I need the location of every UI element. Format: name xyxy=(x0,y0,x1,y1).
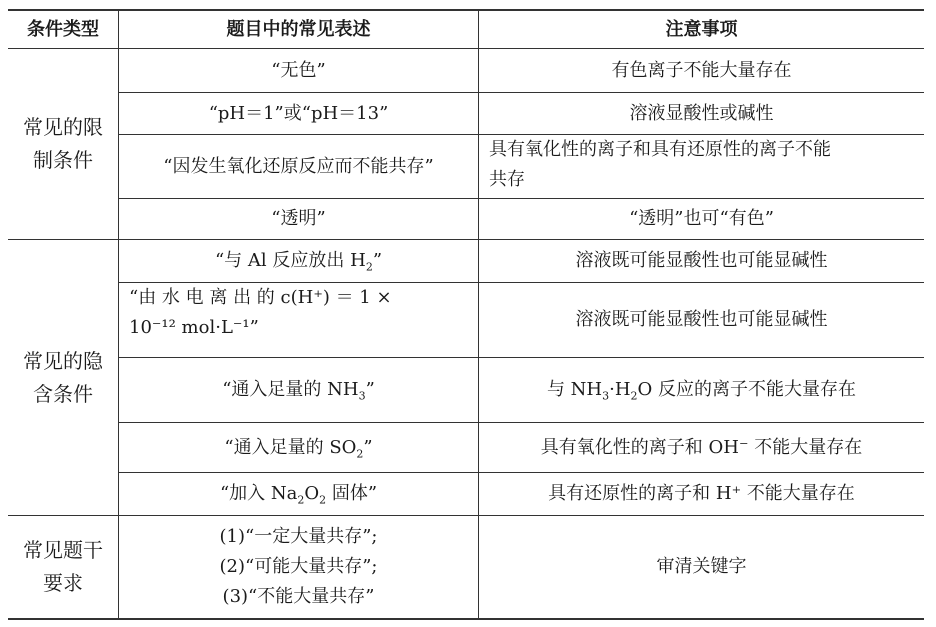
note-cell xyxy=(479,135,924,198)
category-cell xyxy=(8,49,118,239)
header-expression: 题目中的常见表述 xyxy=(226,18,371,40)
category-cell xyxy=(8,516,118,618)
subscript: 2 xyxy=(356,447,364,461)
expression-text: ” xyxy=(372,250,383,271)
note-text: 共存 xyxy=(489,169,525,190)
note-cell: 溶液既可能显酸性也可能显碱性 xyxy=(575,309,828,330)
expression-cell xyxy=(119,283,478,357)
expression-text: (1)“一定大量共存”; xyxy=(219,526,378,547)
table-bottom-border xyxy=(8,618,924,620)
expression-text: O xyxy=(304,483,320,504)
note-text: O 反应的离子不能大量存在 xyxy=(637,379,857,400)
conditions-table xyxy=(8,9,924,620)
note-text: 具有氧化性的离子和具有还原性的离子不能 xyxy=(489,139,831,160)
subscript: 2 xyxy=(630,389,638,403)
subscript: 2 xyxy=(319,493,327,507)
expression-text: (2)“可能大量共存”; xyxy=(219,556,378,577)
expression-text: “加入 Na xyxy=(219,483,298,504)
expression-text: ” xyxy=(363,436,373,458)
subscript: 3 xyxy=(602,389,610,403)
expression-text: “与 Al 反应放出 H xyxy=(214,250,366,271)
expression-text: 10⁻¹² mol·L⁻¹” xyxy=(129,317,259,338)
note-cell: 审清关键字 xyxy=(656,556,747,577)
category-text: 常见的隐 xyxy=(23,348,103,373)
category-cell xyxy=(8,240,118,515)
expression-text: “通入足量的 NH xyxy=(222,379,359,400)
expression-cell: “透明” xyxy=(271,208,326,229)
expression-cell xyxy=(119,423,478,472)
expression-text: (3)“不能大量共存” xyxy=(222,586,375,607)
note-cell xyxy=(479,358,924,422)
category-text: 制条件 xyxy=(33,148,93,172)
note-cell: 具有氧化性的离子和 OH⁻ 不能大量存在 xyxy=(540,436,863,458)
note-text: 与 NH xyxy=(546,379,603,400)
expression-cell: “因发生氧化还原反应而不能共存” xyxy=(163,155,434,177)
expression-text: ” xyxy=(365,379,375,400)
category-text: 常见的限 xyxy=(23,115,103,139)
expression-text: “通入足量的 SO xyxy=(224,436,357,458)
subscript: 2 xyxy=(297,493,305,507)
note-cell: 有色离子不能大量存在 xyxy=(611,59,792,81)
expression-cell: “无色” xyxy=(271,59,326,81)
category-text: 要求 xyxy=(43,571,83,595)
expression-text: 固体” xyxy=(326,483,378,504)
header-notes: 注意事项 xyxy=(665,18,738,40)
note-cell: 溶液既可能显酸性也可能显碱性 xyxy=(575,250,828,271)
subscript: 3 xyxy=(358,389,366,403)
note-cell: “透明”也可“有色” xyxy=(629,208,774,229)
header-category: 条件类型 xyxy=(27,18,99,40)
expression-cell xyxy=(119,358,478,422)
expression-cell xyxy=(119,516,478,618)
note-cell: 溶液显酸性或碱性 xyxy=(629,102,774,124)
subscript: 2 xyxy=(365,260,373,274)
category-text: 常见题干 xyxy=(23,538,103,562)
expression-text: “由 水 电 离 出 的 c(H⁺) ＝ 1 × xyxy=(129,287,392,308)
note-text: ·H xyxy=(609,379,631,400)
expression-cell: “pH＝1”或“pH＝13” xyxy=(208,102,389,124)
expression-cell xyxy=(119,473,478,515)
category-text: 含条件 xyxy=(33,381,93,406)
expression-cell xyxy=(119,240,478,282)
note-cell: 具有还原性的离子和 H⁺ 不能大量存在 xyxy=(548,483,855,504)
